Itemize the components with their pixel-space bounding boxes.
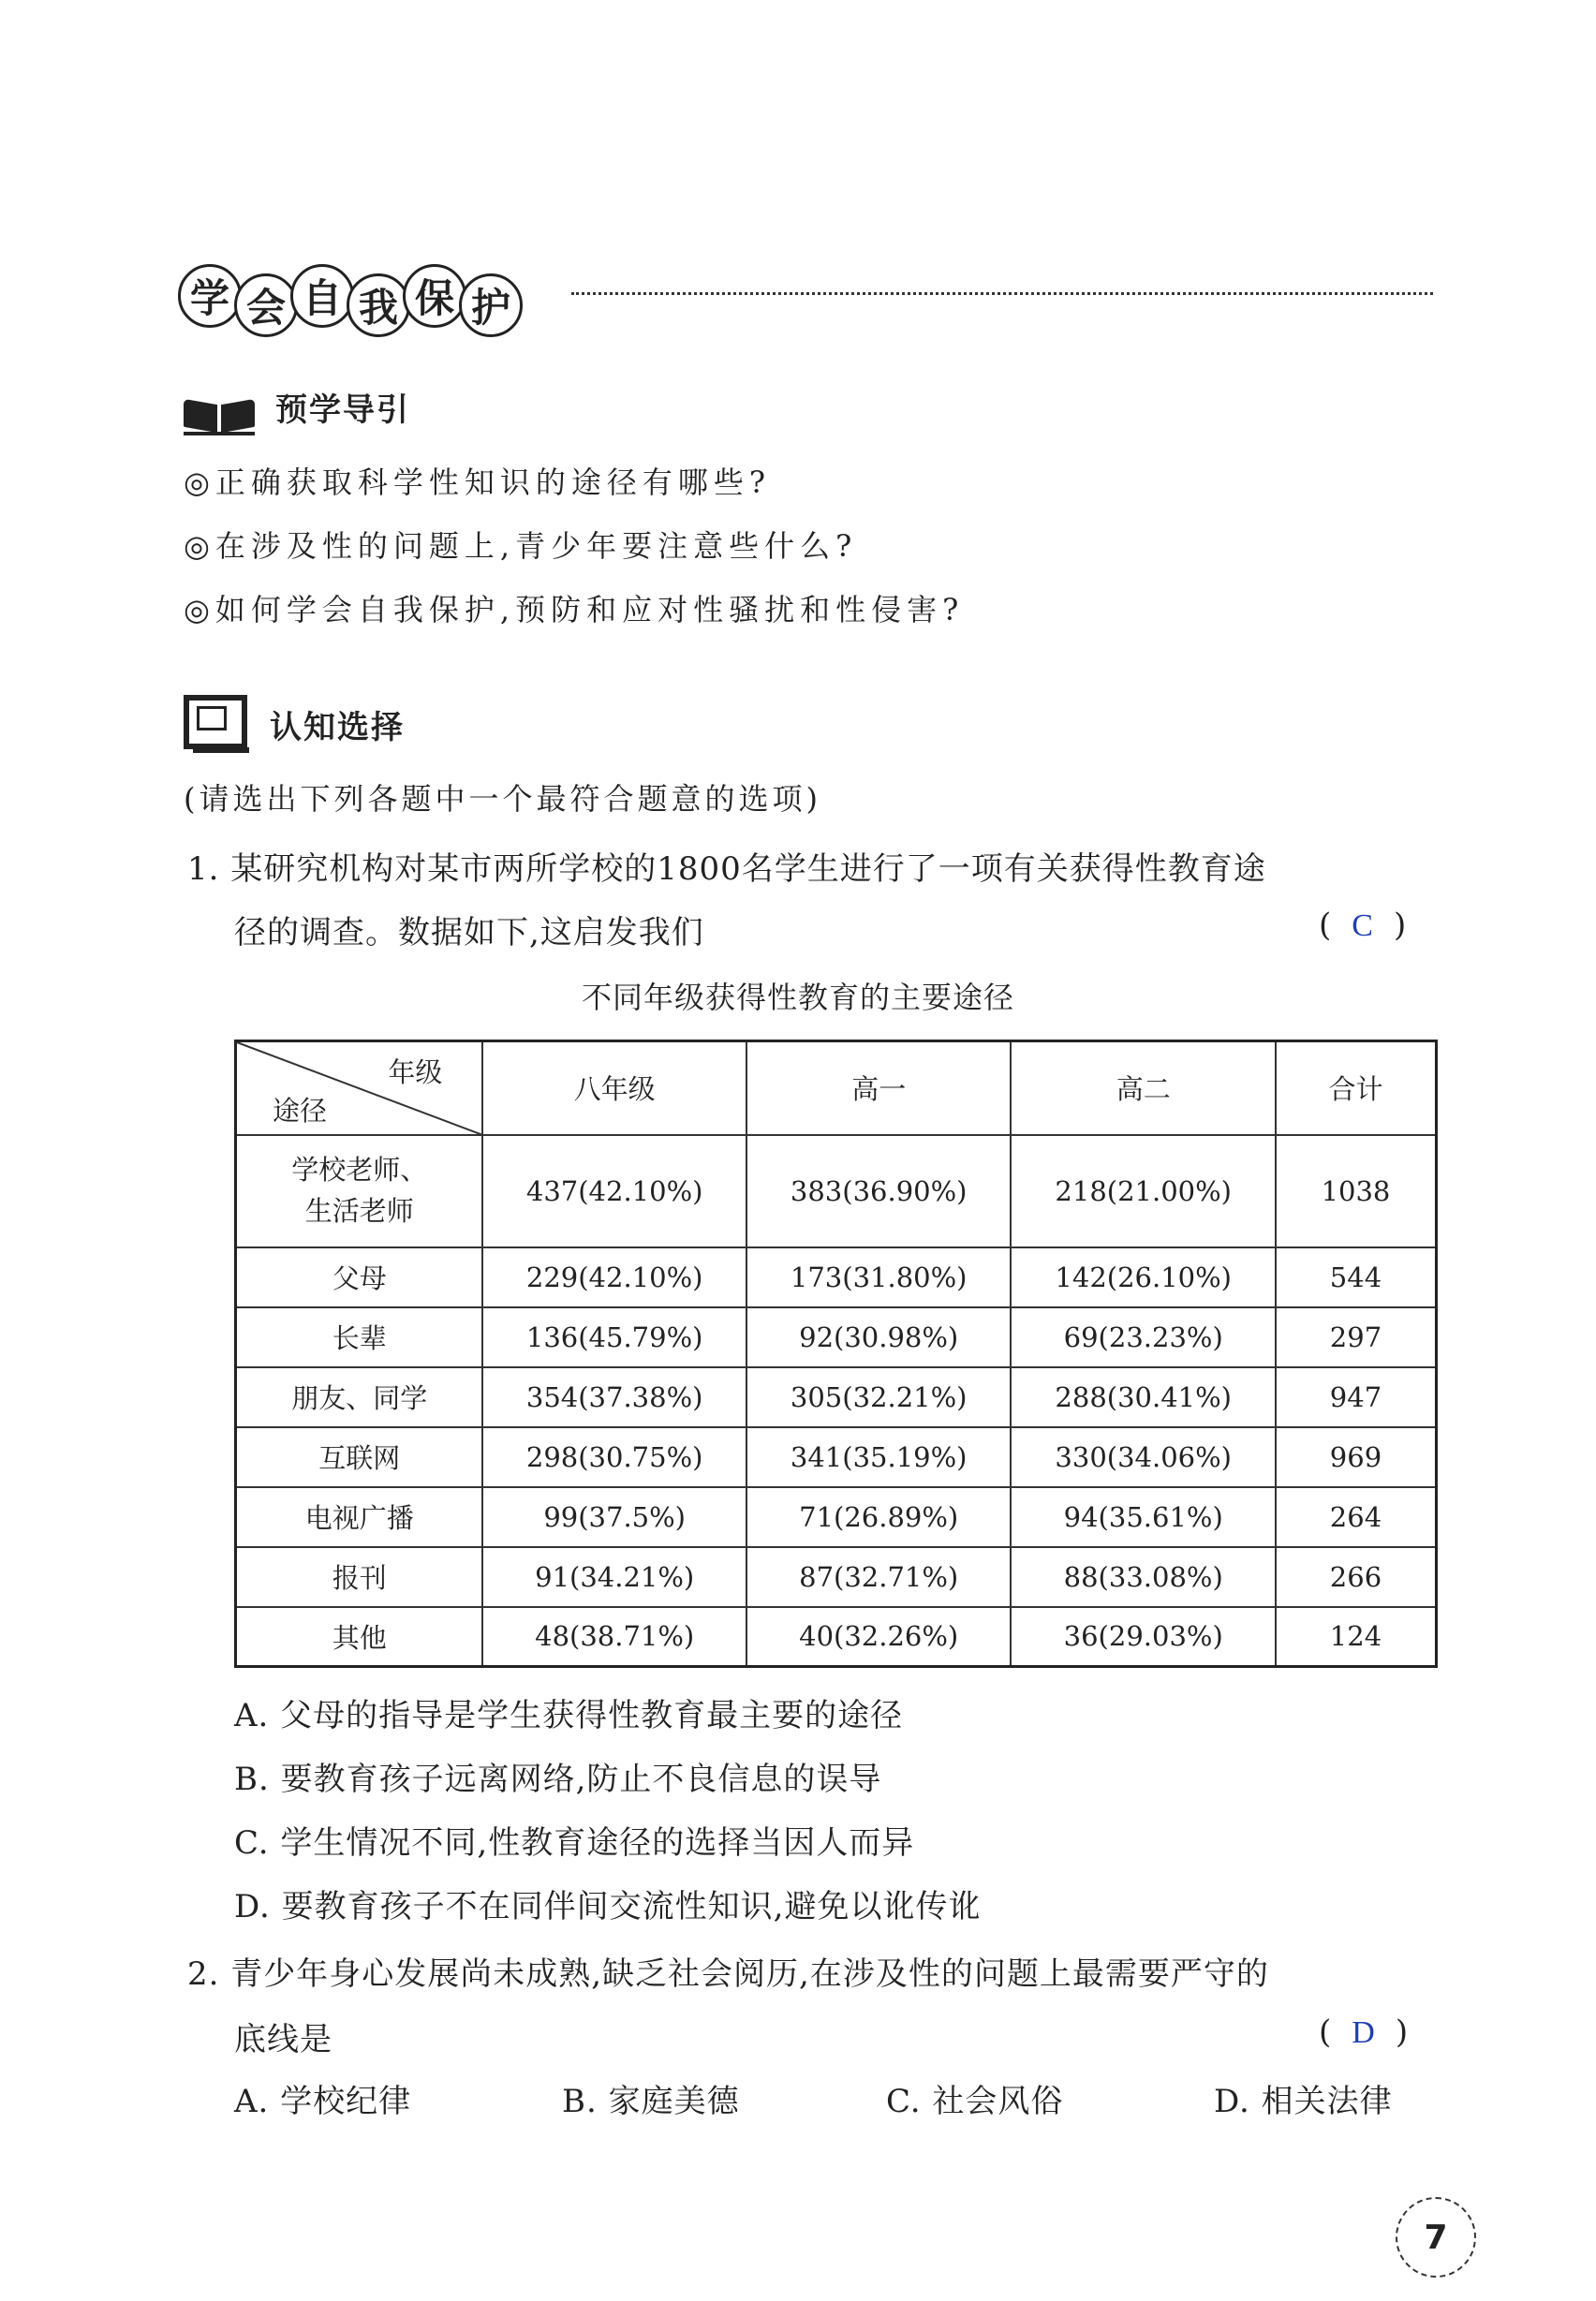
table-cell: 297 xyxy=(1276,1307,1437,1367)
title-char: 自 xyxy=(290,264,354,328)
table-row xyxy=(236,1247,1437,1307)
choice-heading-label: 认知选择 xyxy=(270,708,405,746)
table-cell: 99(37.5%) xyxy=(482,1487,746,1547)
table-cell: 947 xyxy=(1276,1367,1437,1427)
row-label: 报刊 xyxy=(236,1547,483,1607)
table-cell: 330(34.06%) xyxy=(1011,1427,1276,1487)
q1-option-d: D. 要教育孩子不在同伴间交流性知识,避免以讹传讹 xyxy=(234,1888,982,1925)
q1-option-a: A. 父母的指导是学生获得性教育最主要的途径 xyxy=(234,1697,904,1734)
title-char: 会 xyxy=(234,273,298,337)
table-row xyxy=(236,1487,1437,1547)
table-cell: 305(32.21%) xyxy=(746,1367,1012,1427)
guide-question: ◎正确获取科学性知识的途径有哪些? xyxy=(184,465,772,500)
row-label: 长辈 xyxy=(236,1307,483,1367)
column-header: 合计 xyxy=(1276,1041,1437,1135)
title-chars xyxy=(178,264,515,331)
corner-label-route: 途径 xyxy=(273,1094,328,1127)
table-cell: 88(33.08%) xyxy=(1011,1547,1276,1607)
table-cell: 48(38.71%) xyxy=(482,1607,746,1667)
q1-answer-bracket: ( C ) xyxy=(1319,907,1407,944)
table-cell: 40(32.26%) xyxy=(746,1607,1012,1667)
title-char: 我 xyxy=(347,273,410,337)
table-row xyxy=(236,1367,1437,1427)
row-label: 互联网 xyxy=(236,1427,483,1487)
column-header: 八年级 xyxy=(482,1041,746,1135)
guide-heading xyxy=(184,384,410,430)
q1-option-c: C. 学生情况不同,性教育途径的选择当因人而异 xyxy=(234,1824,915,1862)
table-row xyxy=(236,1607,1437,1667)
open-book-icon xyxy=(184,385,255,430)
table-cell: 92(30.98%) xyxy=(746,1307,1012,1367)
title-char: 保 xyxy=(403,264,466,328)
row-label: 朋友、同学 xyxy=(236,1367,483,1427)
table-cell: 136(45.79%) xyxy=(482,1307,746,1367)
table-cell: 544 xyxy=(1276,1247,1437,1307)
corner-label-grade: 年级 xyxy=(388,1056,443,1088)
choice-heading xyxy=(184,695,405,753)
table-cell: 173(31.80%) xyxy=(746,1247,1012,1307)
row-label: 其他 xyxy=(236,1607,483,1667)
column-header: 高一 xyxy=(746,1041,1012,1135)
table-cell: 229(42.10%) xyxy=(482,1247,746,1307)
table-cell: 288(30.41%) xyxy=(1011,1367,1276,1427)
q2-option-a: A. 学校纪律 xyxy=(234,2083,412,2120)
table-cell: 969 xyxy=(1276,1427,1437,1487)
table-cell: 266 xyxy=(1276,1547,1437,1607)
row-label: 电视广播 xyxy=(236,1487,483,1547)
table-cell: 354(37.38%) xyxy=(482,1367,746,1427)
table-cell: 341(35.19%) xyxy=(746,1427,1012,1487)
table-cell: 71(26.89%) xyxy=(746,1487,1012,1547)
table-cell: 218(21.00%) xyxy=(1011,1135,1276,1247)
table-cell: 69(23.23%) xyxy=(1011,1307,1276,1367)
instruction-text: (请选出下列各题中一个最符合题意的选项) xyxy=(184,781,821,817)
q1-stem-line1: 1. 某研究机构对某市两所学校的1800名学生进行了一项有关获得性教育途 xyxy=(187,850,1266,888)
q2-option-b: B. 家庭美德 xyxy=(562,2083,740,2120)
table-cell: 142(26.10%) xyxy=(1011,1247,1276,1307)
survey-table xyxy=(234,1040,1438,1668)
column-header: 高二 xyxy=(1011,1041,1276,1135)
table-corner-cell xyxy=(236,1041,483,1135)
table-cell: 91(34.21%) xyxy=(482,1547,746,1607)
title-char: 学 xyxy=(178,264,242,328)
row-label: 父母 xyxy=(236,1247,483,1307)
table-cell: 124 xyxy=(1276,1607,1437,1667)
table-title: 不同年级获得性教育的主要途径 xyxy=(581,980,1014,1015)
title-char: 护 xyxy=(459,273,523,337)
q1-answer: C xyxy=(1352,908,1373,943)
q1-option-b: B. 要教育孩子远离网络,防止不良信息的误导 xyxy=(234,1761,882,1798)
q2-answer-bracket: ( D ) xyxy=(1319,2013,1409,2051)
table-row xyxy=(236,1307,1437,1367)
section-title xyxy=(178,264,1433,339)
q2-option-c: C. 社会风俗 xyxy=(886,2083,1064,2120)
table-row xyxy=(236,1135,1437,1247)
q2-stem-line1: 2. 青少年身心发展尚未成熟,缺乏社会阅历,在涉及性的问题上最需要严守的 xyxy=(187,1955,1269,1993)
board-icon xyxy=(184,695,249,753)
page-number: 7 xyxy=(1396,2197,1476,2278)
guide-heading-label: 预学导引 xyxy=(275,391,410,429)
table-cell: 94(35.61%) xyxy=(1011,1487,1276,1547)
q2-stem-line2: 底线是 xyxy=(234,2021,332,2058)
row-label: 学校老师、 生活老师 xyxy=(236,1135,483,1247)
guide-question: ◎如何学会自我保护,预防和应对性骚扰和性侵害? xyxy=(184,592,965,627)
table-row xyxy=(236,1547,1437,1607)
guide-question: ◎在涉及性的问题上,青少年要注意些什么? xyxy=(184,528,858,564)
table-cell: 36(29.03%) xyxy=(1011,1607,1276,1667)
table-row xyxy=(236,1427,1437,1487)
q1-stem-line2: 径的调查。数据如下,这启发我们 xyxy=(234,914,704,951)
table-cell: 383(36.90%) xyxy=(746,1135,1012,1247)
q2-option-d: D. 相关法律 xyxy=(1214,2083,1393,2120)
table-cell: 1038 xyxy=(1276,1135,1437,1247)
table-cell: 87(32.71%) xyxy=(746,1547,1012,1607)
table-cell: 264 xyxy=(1276,1487,1437,1547)
table-cell: 298(30.75%) xyxy=(482,1427,746,1487)
table-cell: 437(42.10%) xyxy=(482,1135,746,1247)
title-dotted-rule xyxy=(571,292,1433,295)
table-header-row xyxy=(236,1041,1437,1135)
q2-answer: D xyxy=(1352,2015,1375,2050)
